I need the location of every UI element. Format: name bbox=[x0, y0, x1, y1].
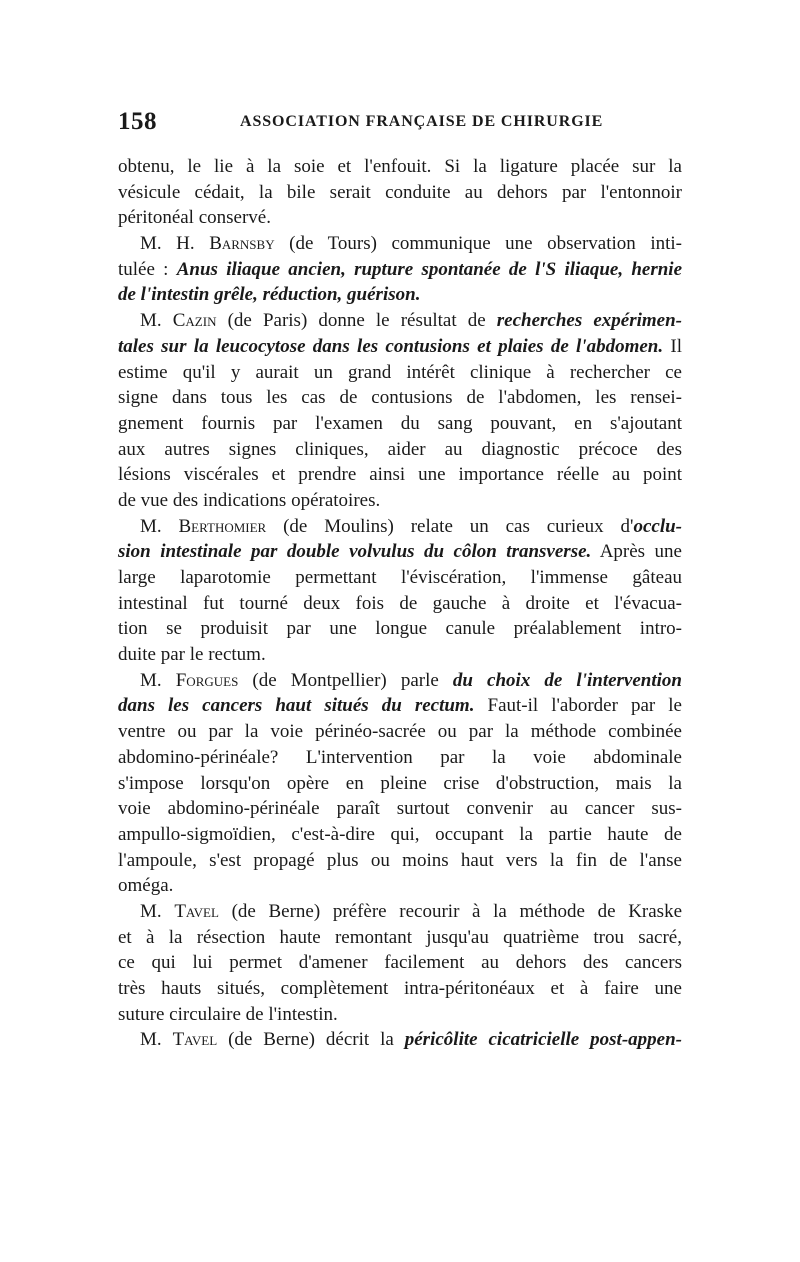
text-line: de l'intestin grêle, réduction, guérison. bbox=[118, 284, 421, 306]
title-italic: tales sur la leucocytose dans les contusions et plaies de l'abdomen. bbox=[118, 335, 664, 357]
text-line bbox=[118, 899, 682, 925]
text-line: estime qu'il y aurait un grand intérêt clinique à rechercher ce bbox=[118, 361, 682, 383]
author-name: Cazin bbox=[172, 310, 217, 332]
text-line: suture circulaire de l'intestin. bbox=[118, 1003, 338, 1025]
text-line: et à la résection haute remontant jusqu'au quatrième trou sacré, bbox=[118, 926, 682, 948]
text-line: l'ampoule, s'est propagé plus ou moins haut vers la fin de l'anse bbox=[118, 849, 682, 871]
text-line: aux autres signes cliniques, aider au diagnostic précoce des bbox=[118, 438, 682, 460]
page-header bbox=[118, 108, 684, 136]
text-line bbox=[118, 257, 682, 283]
text-run: (de Paris) donne le résultat de bbox=[216, 310, 497, 332]
body-text bbox=[118, 154, 682, 1053]
title-italic: péricôlite cicatricielle post-appen- bbox=[404, 1029, 682, 1051]
author-name: Berthomier bbox=[178, 515, 267, 537]
title-italic: recherches expérimen- bbox=[496, 310, 682, 332]
text-line: s'impose lorsqu'on opère en pleine crise d'obstruction, mais la bbox=[118, 772, 682, 794]
text-run: (de Berne) préfère recourir à la méthode de Kraske bbox=[218, 900, 682, 922]
text-run: (de Tours) communique une observation inti- bbox=[274, 233, 682, 255]
text-line: de vue des indications opératoires. bbox=[118, 489, 381, 511]
text-line: lésions viscérales et prendre ainsi une importance réelle au point bbox=[118, 464, 682, 486]
text-run: M. bbox=[140, 1029, 173, 1051]
text-run: Faut-il l'aborder par le bbox=[474, 695, 682, 717]
title-italic: du choix de l'intervention bbox=[452, 669, 682, 691]
text-line: ce qui lui permet d'amener facilement au dehors des cancers bbox=[118, 952, 682, 974]
text-line: ampullo-sigmoïdien, c'est-à-dire qui, occupant la partie haute de bbox=[118, 823, 682, 845]
text-line: oméga. bbox=[118, 875, 174, 897]
running-head: ASSOCIATION FRANÇAISE DE CHIRURGIE bbox=[240, 113, 604, 130]
text-run: M. bbox=[140, 515, 179, 537]
text-line: intestinal fut tourné deux fois de gauche à droite et l'évacua- bbox=[118, 592, 682, 614]
title-italic: occlu- bbox=[633, 515, 682, 537]
author-name: Forgues bbox=[175, 669, 239, 691]
text-line bbox=[118, 1027, 682, 1053]
text-run: M. bbox=[140, 900, 175, 922]
author-name: Barnsby bbox=[209, 233, 275, 255]
text-line: voie abdomino-périnéale paraît surtout convenir au cancer sus- bbox=[118, 798, 682, 820]
text-run: (de Berne) décrit la bbox=[217, 1029, 405, 1051]
text-line: abdomino-périnéale? L'intervention par la voie abdominale bbox=[118, 746, 682, 768]
text-line bbox=[118, 308, 682, 334]
text-line bbox=[118, 231, 682, 257]
text-line: péritonéal conservé. bbox=[118, 207, 271, 229]
text-run: tulée : bbox=[118, 258, 177, 280]
text-line bbox=[118, 334, 682, 360]
text-line bbox=[118, 514, 682, 540]
text-run: (de Moulins) relate un cas curieux d' bbox=[266, 515, 634, 537]
title-italic: sion intestinale par double volvulus du côlon transverse. bbox=[118, 541, 592, 563]
text-line: ventre ou par la voie périnéo-sacrée ou par la méthode combinée bbox=[118, 721, 682, 743]
text-run: Il bbox=[663, 335, 682, 357]
text-line: signe dans tous les cas de contusions de l'abdomen, les rensei- bbox=[118, 387, 682, 409]
text-run: Après une bbox=[591, 541, 682, 563]
text-run: M. bbox=[140, 669, 176, 691]
author-name: Tavel bbox=[174, 900, 219, 922]
text-run: (de Montpellier) parle bbox=[238, 669, 453, 691]
text-line: très hauts situés, complètement intra-péritonéaux et à faire une bbox=[118, 978, 682, 999]
text-line bbox=[118, 539, 682, 565]
title-italic: Anus iliaque ancien, rupture spontanée de l'S iliaque, hernie bbox=[176, 258, 682, 280]
text-run: M. bbox=[140, 310, 173, 332]
text-line: large laparotomie permettant l'éviscération, l'immense gâteau bbox=[118, 567, 682, 588]
text-line bbox=[118, 668, 682, 694]
text-line: obtenu, le lie à la soie et l'enfouit. Si la ligature placée sur la bbox=[118, 156, 682, 177]
text-line: duite par le rectum. bbox=[118, 644, 266, 666]
author-name: Tavel bbox=[172, 1029, 218, 1051]
text-line bbox=[118, 693, 682, 719]
title-italic: dans les cancers haut situés du rectum. bbox=[118, 695, 475, 717]
text-line: vésicule cédait, la bile serait conduite au dehors par l'entonnoir bbox=[118, 181, 682, 203]
text-line: tion se produisit par une longue canule préalablement intro- bbox=[118, 618, 682, 640]
text-run: M. H. bbox=[140, 233, 210, 255]
text-line: gnement fournis par l'examen du sang pouvant, en s'ajoutant bbox=[118, 412, 682, 434]
page-number: 158 bbox=[118, 108, 157, 135]
